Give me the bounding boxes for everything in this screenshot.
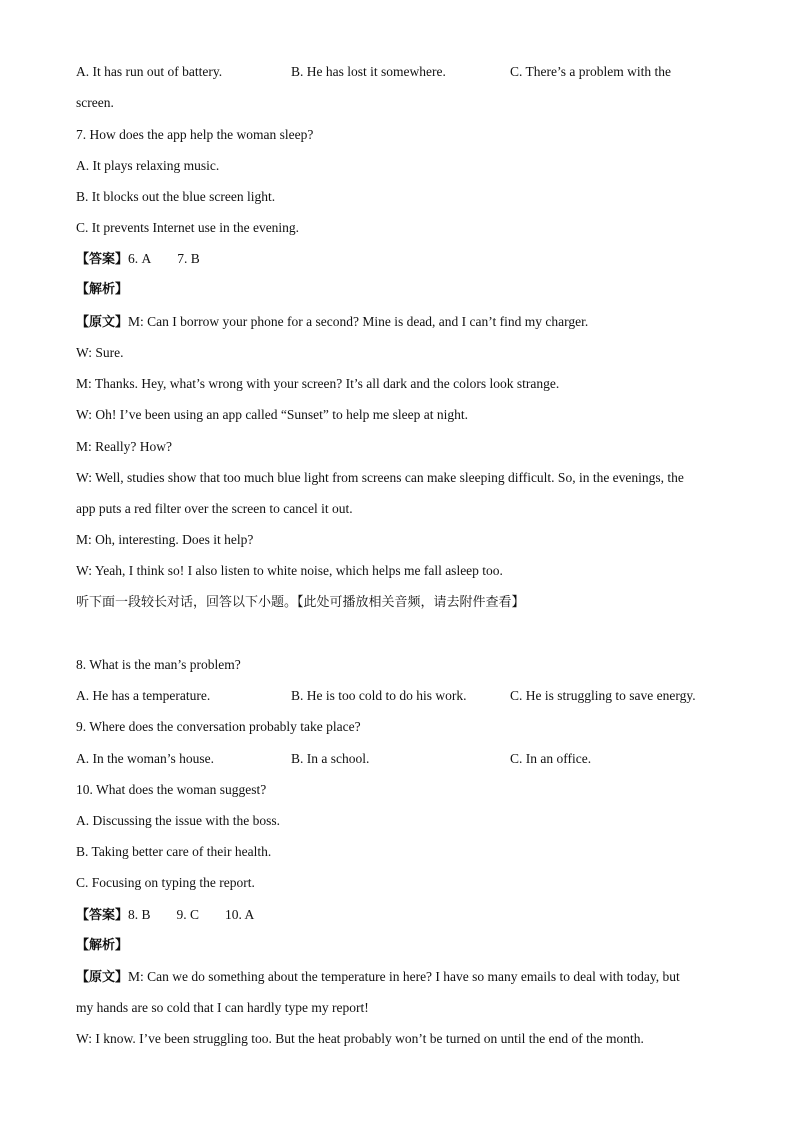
listening-instruction: 听下面一段较长对话，回答以下小题。【此处可播放相关音频，请去附件查看】 — [76, 595, 525, 610]
transcript1-line-2: W: Sure. — [76, 345, 124, 360]
answer-6: 6. A — [128, 251, 152, 266]
transcript1-line-7: app puts a red filter over the screen to cancel it out. — [76, 501, 353, 516]
q8-option-a: A. He has a temperature. — [76, 688, 211, 703]
q8-option-b: B. He is too cold to do his work. — [291, 688, 467, 703]
q6-option-c: C. There’s a problem with the — [510, 64, 671, 79]
q7-question: 7. How does the app help the woman sleep? — [76, 127, 314, 142]
q9-option-b: B. In a school. — [291, 751, 370, 766]
answer-7: 7. B — [177, 251, 200, 266]
answer-tag: 【答案】 — [76, 252, 129, 267]
q7-option-b: B. It blocks out the blue screen light. — [76, 189, 276, 204]
q10-option-a: A. Discussing the issue with the boss. — [76, 813, 280, 828]
q10-option-c: C. Focusing on typing the report. — [76, 875, 255, 890]
q9-question: 9. Where does the conversation probably take place? — [76, 719, 361, 734]
transcript2-line-2: my hands are so cold that I can hardly type my report! — [76, 1000, 369, 1015]
answer-tag: 【答案】 — [76, 908, 129, 923]
transcript2-text: M: Can we do something about the temperature in here? I have so many emails to deal with today, but — [128, 969, 680, 984]
transcript1-line-5: M: Really? How? — [76, 439, 172, 454]
q10-option-b: B. Taking better care of their health. — [76, 844, 272, 859]
transcript2-line-3: W: I know. I’ve been struggling too. But the heat probably won’t be turned on until the end of the month. — [76, 1031, 644, 1046]
q8-option-c: C. He is struggling to save energy. — [510, 688, 696, 703]
transcript1-text: M: Can I borrow your phone for a second? Mine is dead, and I can’t find my charger. — [128, 314, 589, 329]
q6-option-a: A. It has run out of battery. — [76, 64, 223, 79]
q6-option-b: B. He has lost it somewhere. — [291, 64, 446, 79]
analysis-tag-1: 【解析】 — [76, 282, 129, 297]
q9-option-a: A. In the woman’s house. — [76, 751, 214, 766]
q6-option-c-continued: screen. — [76, 95, 114, 110]
transcript-tag: 【原文】 — [76, 315, 129, 330]
q7-option-c: C. It prevents Internet use in the evening. — [76, 220, 300, 235]
answer-8: 8. B — [128, 907, 151, 922]
transcript1-line-6: W: Well, studies show that too much blue light from screens can make sleeping difficult. So, in the evenings, the — [76, 470, 684, 485]
transcript1-line-3: M: Thanks. Hey, what’s wrong with your screen? It’s all dark and the colors look strange. — [76, 376, 560, 391]
transcript-tag: 【原文】 — [76, 970, 129, 985]
q10-question: 10. What does the woman suggest? — [76, 782, 267, 797]
transcript1-line-8: M: Oh, interesting. Does it help? — [76, 532, 254, 547]
transcript1-line-4: W: Oh! I’ve been using an app called “Sunset” to help me sleep at night. — [76, 407, 469, 422]
answer-10: 10. A — [225, 907, 255, 922]
analysis-tag-2: 【解析】 — [76, 938, 129, 953]
transcript2-line-1 — [76, 968, 680, 987]
answer-line-1 — [76, 250, 200, 269]
answer-line-2 — [76, 906, 254, 925]
transcript1-line-9: W: Yeah, I think so! I also listen to white noise, which helps me fall asleep too. — [76, 563, 503, 578]
q7-option-a: A. It plays relaxing music. — [76, 158, 220, 173]
transcript1-line-1 — [76, 313, 588, 332]
answer-9: 9. C — [176, 907, 200, 922]
q8-question: 8. What is the man’s problem? — [76, 657, 241, 672]
q9-option-c: C. In an office. — [510, 751, 592, 766]
